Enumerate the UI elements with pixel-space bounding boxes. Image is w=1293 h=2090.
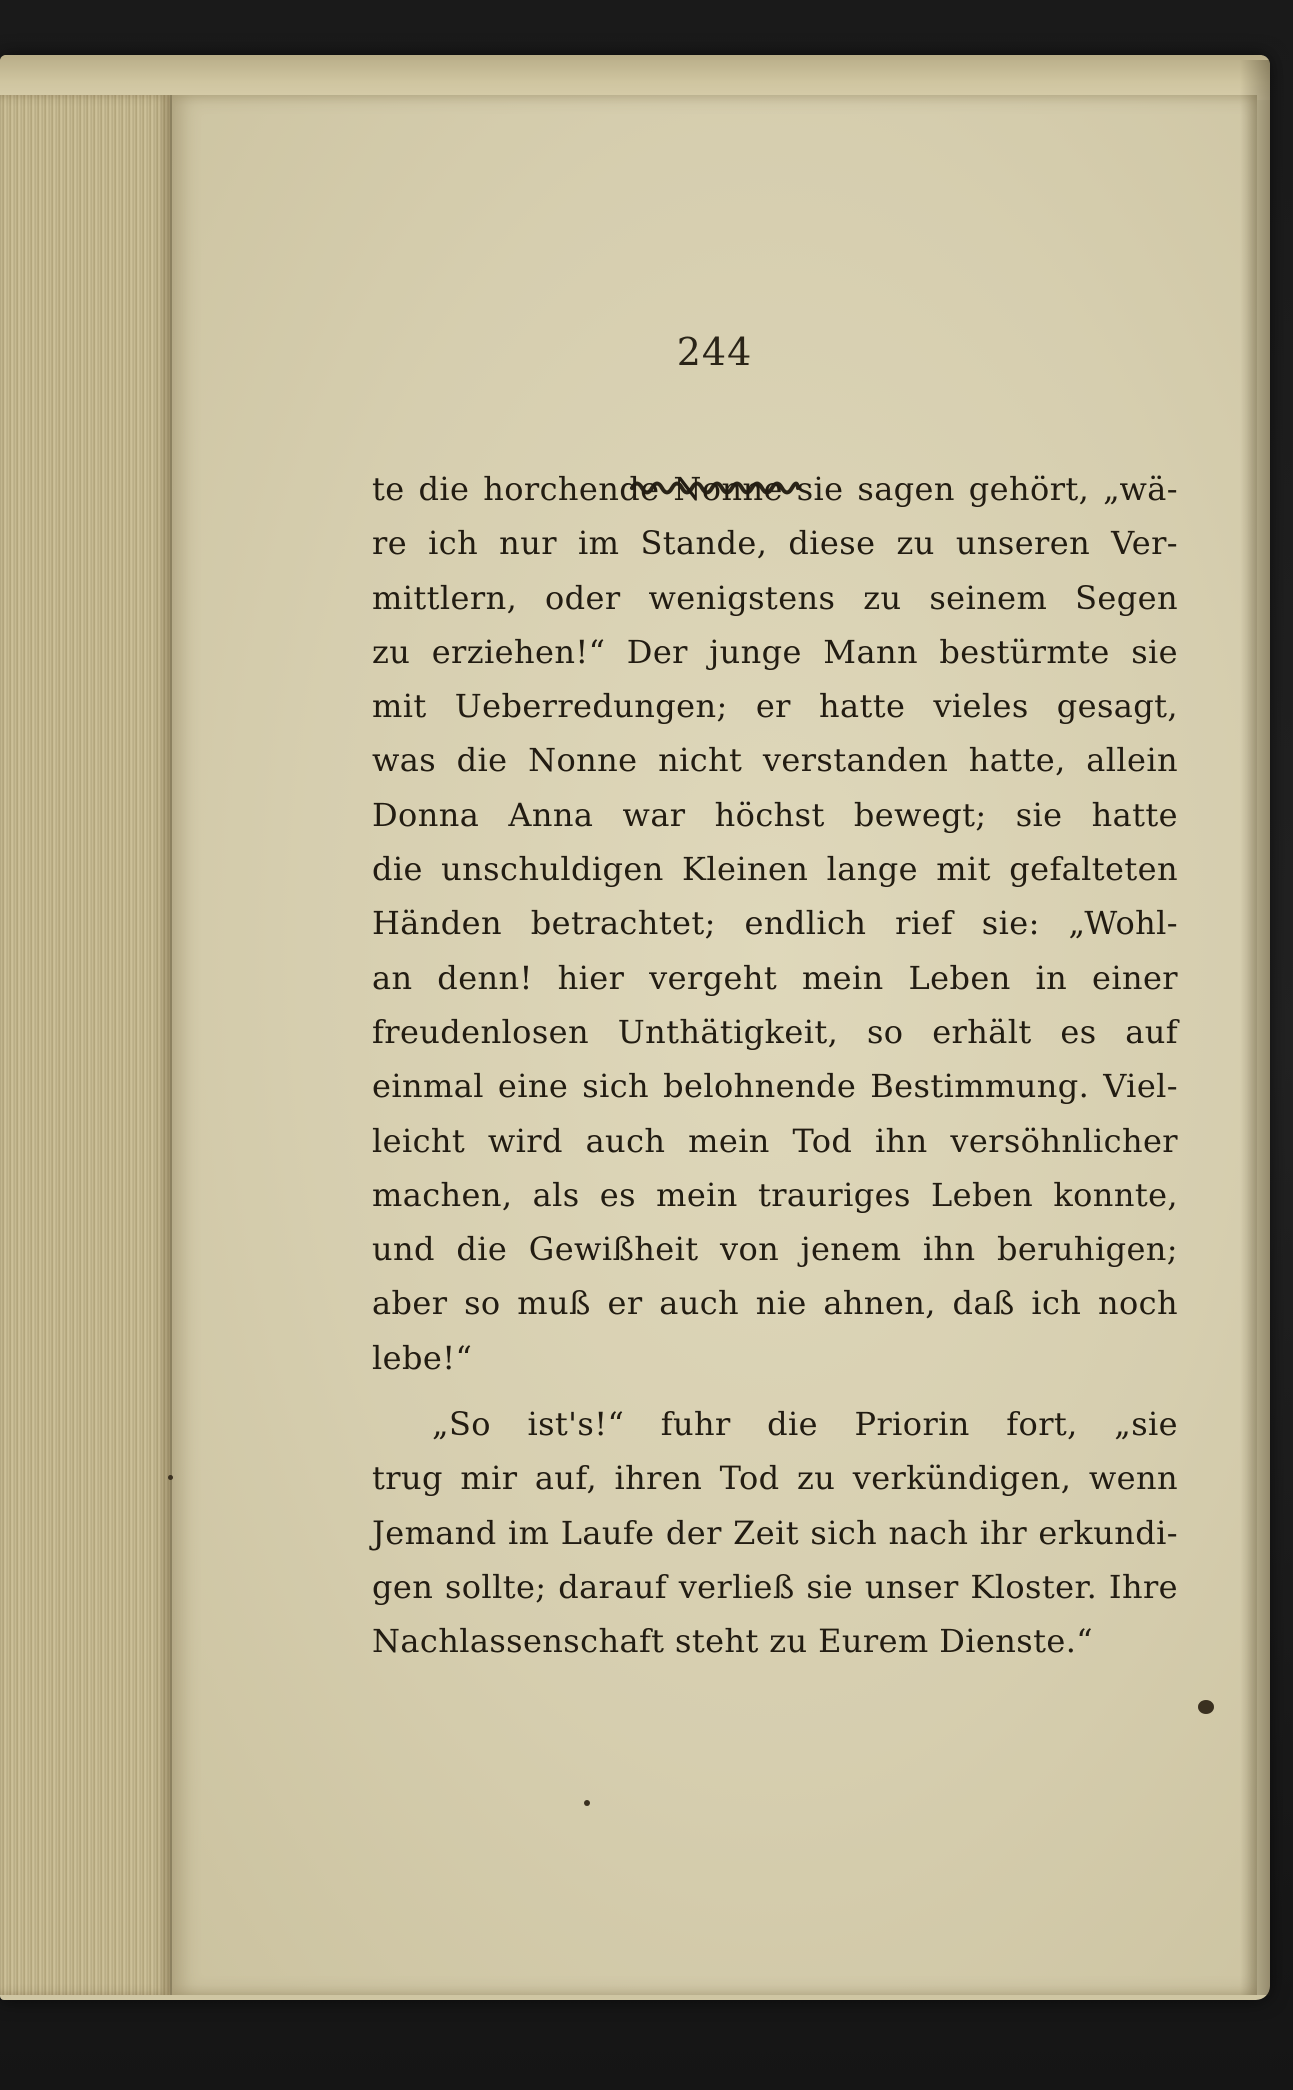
text-line: machen, als es mein trauriges Leben konnte, <box>372 1175 1178 1214</box>
text-line: aber so muß er auch nie ahnen, daß ich noch <box>372 1284 1178 1323</box>
paragraph-1 <box>372 462 1178 1385</box>
paragraph-gap <box>372 1385 1178 1397</box>
ink-speck <box>1198 1700 1214 1714</box>
paragraph-2 <box>372 1397 1178 1668</box>
text-line: einmal eine sich belohnende Bestimmung. Viel- <box>372 1067 1178 1106</box>
text-line: was die Nonne nicht verstanden hatte, allein <box>372 741 1178 780</box>
text-line: lebe!“ <box>372 1338 473 1377</box>
body-text <box>372 462 1178 1669</box>
text-line: Jemand im Laufe der Zeit sich nach ihr erkundi- <box>372 1513 1178 1552</box>
book-top-edge <box>0 55 1270 100</box>
text-line: die unschuldigen Kleinen lange mit gefalteten <box>372 850 1178 889</box>
text-line: an denn! hier vergeht mein Leben in einer <box>372 958 1178 997</box>
page-curl-shadow <box>1240 60 1270 1995</box>
text-line: freudenlosen Unthätigkeit, so erhält es auf <box>372 1012 1178 1051</box>
text-line: trug mir auf, ihren Tod zu verkündigen, wenn <box>372 1459 1178 1498</box>
page-edges <box>0 95 173 1995</box>
text-line: re ich nur im Stande, diese zu unseren Ver- <box>372 524 1178 563</box>
ink-speck <box>584 1800 590 1806</box>
text-line: mittlern, oder wenigstens zu seinem Segen <box>372 578 1178 617</box>
text-line: Donna Anna war höchst bewegt; sie hatte <box>372 795 1178 834</box>
text-line: gen sollte; darauf verließ sie unser Kloster. Ihre <box>372 1567 1178 1606</box>
ink-speck <box>168 1475 173 1480</box>
text-line: Händen betrachtet; endlich rief sie: „Wohl- <box>372 904 1178 943</box>
page-number: 244 <box>676 330 753 374</box>
text-line: und die Gewißheit von jenem ihn beruhigen; <box>372 1230 1178 1269</box>
text-line: Nachlassenschaft steht zu Eurem Dienste.“ <box>372 1622 1094 1661</box>
text-line: mit Ueberredungen; er hatte vieles gesagt, <box>372 687 1178 726</box>
text-line: zu erziehen!“ Der junge Mann bestürmte sie <box>372 632 1178 671</box>
text-line: leicht wird auch mein Tod ihn versöhnlicher <box>372 1121 1178 1160</box>
text-line: te die horchende Nonne sie sagen gehört, „wä- <box>372 470 1178 508</box>
text-line: „So ist's!“ fuhr die Priorin fort, „sie <box>432 1405 1178 1444</box>
